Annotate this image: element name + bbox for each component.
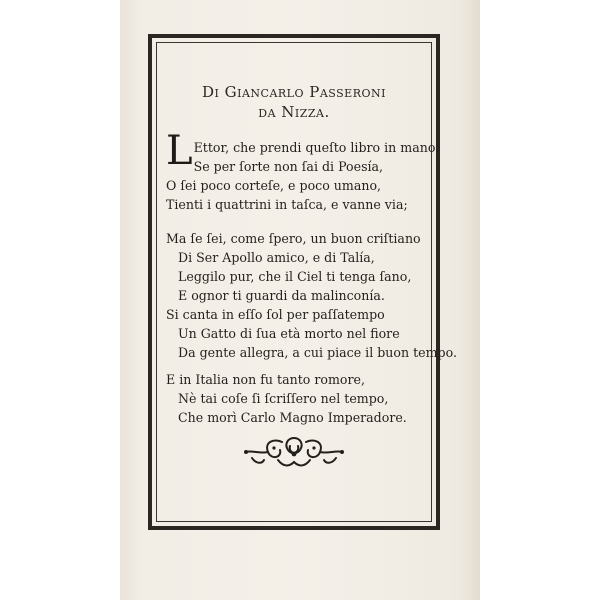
verse-line: O ſei poco corteſe, e poco umano,: [166, 178, 382, 193]
verse-line: Da gente allegra, a cui piace il buon tempo.: [178, 345, 457, 360]
drop-cap: L: [166, 128, 193, 174]
verse-line: Nè tai coſe ſi ſcriſſero nel tempo,: [178, 391, 389, 406]
page-heading: [156, 82, 432, 122]
stanza-2: [166, 229, 436, 305]
stanza-4: [166, 370, 436, 427]
verse-line: E in Italia non fu tanto romore,: [166, 372, 365, 387]
verse-line: Che morì Carlo Magno Imperadore.: [178, 410, 407, 425]
fleuron-ornament-icon: [238, 432, 350, 472]
verse-line: Ma ſe ſei, come ſpero, un buon criſtiano: [166, 231, 421, 246]
verse-line: Un Gatto di ſua età morto nel fiore: [178, 326, 400, 341]
verse-line: Ettor, che prendi queſto libro in mano,: [193, 140, 440, 155]
stanza-1: [166, 128, 440, 214]
verse-line: Si canta in eſſo ſol per paſſatempo: [166, 307, 385, 322]
heading-line-2: da Nizza.: [258, 103, 330, 121]
stanza-3: [166, 305, 457, 362]
verse-line: Tienti i quattrini in taſca, e vanne via;: [166, 197, 408, 212]
heading-line-1: Di Giancarlo Passeroni: [202, 83, 386, 101]
verse-line: E ognor ti guardi da malinconía.: [178, 288, 385, 303]
verse-line: Di Ser Apollo amico, e di Talía,: [178, 250, 375, 265]
verse-line: Leggilo pur, che il Ciel ti tenga ſano,: [178, 269, 412, 284]
verse-line: Se per ſorte non ſai di Poesía,: [193, 159, 384, 174]
